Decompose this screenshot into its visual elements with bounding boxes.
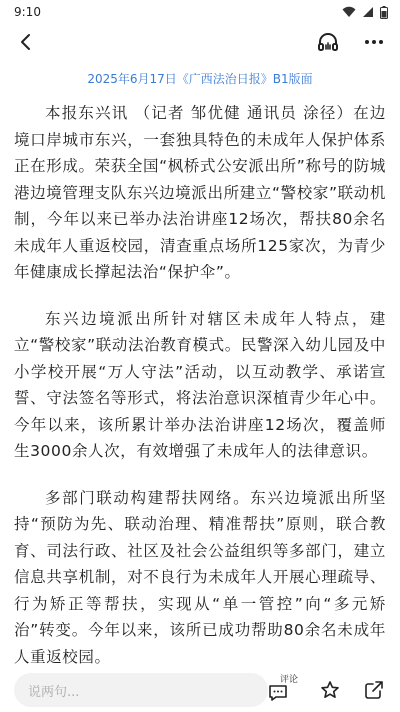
back-arrow-icon[interactable] [14,30,38,54]
headphones-icon[interactable] [316,30,340,54]
signal-icon [362,6,374,18]
comment-placeholder: 说两句... [28,684,80,700]
status-icons [342,6,388,19]
comment-icon [268,684,288,702]
article-body [14,100,386,690]
battery-icon [380,6,388,19]
article-paragraph: 本报东兴讯 （记者 邹优健 通讯员 涂径）在边境口岸城市东兴，一套独具特色的未成年人保护体系正在形成。荣获全国“枫桥式公安派出所”称号的防城港边境管理支队东兴边境派出所建立“警校家”联动机制，今年以来已举办法治讲座12场次，帮扶80余名未成年人重返校园，清查重点场所125家次，为青少年健康成长撑起法治“保护伞”。 [14,104,386,281]
comment-input[interactable] [14,673,268,707]
more-icon[interactable] [362,30,386,54]
comment-label: 评论 [280,675,299,685]
article-source: 2025年6月17日《广西法治日报》B1版面 [87,72,313,86]
nav-bar [0,24,400,60]
bottom-bar [0,668,400,712]
article-paragraph: 东兴边境派出所针对辖区未成年人特点，建立“警校家”联动法治教育模式。民警深入幼儿园及中小学校开展“万人守法”活动，以互动教学、承诺宣誓、守法签名等形式，将法治意识深植青少年心中。今年以来，该所累计举办法治讲座12场次，覆盖师生3000余人次，有效增强了未成年人的法律意识。 [14,309,386,460]
comment-button[interactable] [268,675,299,702]
share-icon[interactable] [362,678,386,702]
status-bar [0,0,400,24]
status-time: 9:10 [14,5,41,19]
article-paragraph: 多部门联动构建帮扶网络。东兴边境派出所坚持“预防为先、联动治理、精准帮扶”原则，联合教育、司法行政、社区及社会公益组织等多部门，建立信息共享机制，对不良行为未成年人开展心理疏导、行为矫正等帮扶，实现从“单一管控”向“多元矫治”转变。今年以来，该所已成功帮助80余名未成年人重返校园。 [14,488,386,666]
wifi-icon [342,6,356,18]
star-icon[interactable] [318,678,342,702]
